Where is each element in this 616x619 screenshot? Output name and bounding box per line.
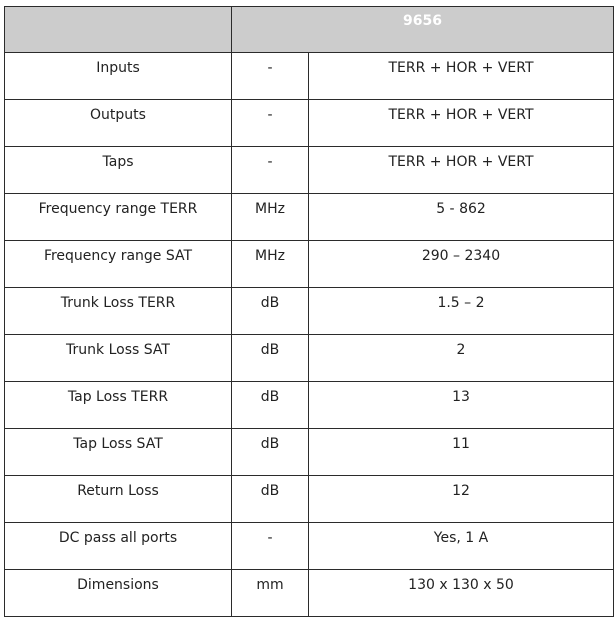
parameter-label: Frequency range TERR [38, 201, 198, 217]
parameter-cell [5, 288, 232, 335]
parameter-cell [5, 241, 232, 288]
value-label: TERR + HOR + VERT [388, 154, 534, 170]
parameter-cell [5, 194, 232, 241]
parameter-label: Frequency range SAT [43, 248, 193, 264]
header-empty-cell [5, 7, 232, 53]
table-row [5, 241, 614, 288]
parameter-label: Tap Loss TERR [67, 389, 169, 405]
model-header-cell [232, 7, 614, 53]
value-cell [309, 53, 614, 100]
value-cell [309, 429, 614, 476]
unit-cell [232, 429, 309, 476]
unit-cell [232, 476, 309, 523]
unit-cell [232, 523, 309, 570]
value-label: TERR + HOR + VERT [388, 60, 534, 76]
unit-cell [232, 100, 309, 147]
unit-label: - [267, 530, 273, 546]
parameter-label: Return Loss [77, 483, 159, 499]
unit-label: - [267, 154, 273, 170]
value-cell [309, 382, 614, 429]
table-row [5, 570, 614, 617]
parameter-label: Trunk Loss SAT [66, 342, 170, 358]
parameter-cell [5, 382, 232, 429]
unit-cell [232, 241, 309, 288]
unit-label: dB [260, 342, 280, 358]
value-label: 290 – 2340 [421, 248, 501, 264]
unit-label: - [267, 60, 273, 76]
unit-cell [232, 570, 309, 617]
unit-label: dB [260, 389, 280, 405]
table-row [5, 335, 614, 382]
value-cell [309, 194, 614, 241]
value-label: TERR + HOR + VERT [388, 107, 534, 123]
value-label: 12 [452, 483, 470, 499]
value-cell [309, 288, 614, 335]
parameter-label: Dimensions [77, 577, 159, 593]
spec-table-body [5, 53, 614, 617]
unit-label: - [267, 107, 273, 123]
spec-table [4, 6, 614, 617]
unit-cell [232, 147, 309, 194]
table-row [5, 476, 614, 523]
unit-cell [232, 335, 309, 382]
value-label: 2 [456, 342, 466, 358]
parameter-cell [5, 53, 232, 100]
table-row [5, 382, 614, 429]
unit-cell [232, 53, 309, 100]
parameter-cell [5, 570, 232, 617]
parameter-cell [5, 523, 232, 570]
value-cell [309, 147, 614, 194]
value-label: 11 [452, 436, 470, 452]
table-row [5, 523, 614, 570]
value-label: 130 x 130 x 50 [408, 577, 514, 593]
model-header-label: 9656 [403, 13, 442, 29]
value-cell [309, 100, 614, 147]
value-label: 13 [452, 389, 470, 405]
parameter-label: Inputs [96, 60, 140, 76]
value-cell [309, 570, 614, 617]
parameter-label: Trunk Loss TERR [60, 295, 176, 311]
unit-label: dB [260, 436, 280, 452]
unit-cell [232, 194, 309, 241]
unit-label: MHz [255, 248, 285, 264]
unit-label: dB [260, 295, 280, 311]
table-row [5, 288, 614, 335]
parameter-label: DC pass all ports [58, 530, 178, 546]
unit-label: dB [260, 483, 280, 499]
unit-cell [232, 382, 309, 429]
table-row [5, 429, 614, 476]
table-row [5, 194, 614, 241]
value-cell [309, 523, 614, 570]
unit-cell [232, 288, 309, 335]
table-row [5, 53, 614, 100]
value-label: 1.5 – 2 [437, 295, 485, 311]
unit-label: MHz [255, 201, 285, 217]
header-row [5, 7, 614, 53]
value-label: Yes, 1 A [433, 530, 489, 546]
parameter-cell [5, 335, 232, 382]
parameter-label: Outputs [90, 107, 146, 123]
unit-label: mm [256, 577, 284, 593]
value-cell [309, 476, 614, 523]
parameter-cell [5, 476, 232, 523]
parameter-label: Tap Loss SAT [73, 436, 163, 452]
value-label: 5 - 862 [436, 201, 486, 217]
parameter-label: Taps [102, 154, 134, 170]
value-cell [309, 241, 614, 288]
parameter-cell [5, 429, 232, 476]
value-cell [309, 335, 614, 382]
table-row [5, 100, 614, 147]
parameter-cell [5, 100, 232, 147]
parameter-cell [5, 147, 232, 194]
table-row [5, 147, 614, 194]
